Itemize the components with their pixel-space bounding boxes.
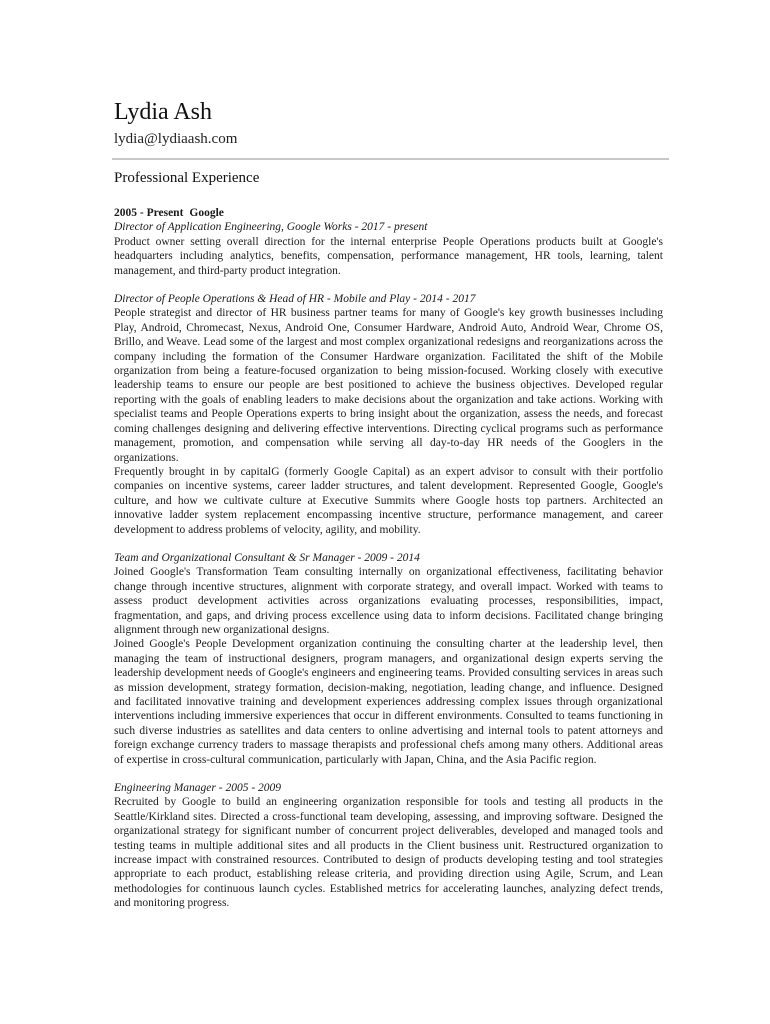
resume-page [114,98,663,911]
role-description: Recruited by Google to build an engineering organization responsible for tools and testing all products in the Seattle/Kirkland sites. Directed a cross-functional team developing, assessing, and improving software. Designed the organizational strategy for significant number of concurrent project deliverables, developed and managed tools and testing teams in multiple additional sites and all products in the Client business unit. Restructured organization to increase impact with constrained resources. Contributed to design of products developing testing and tool strategies appropriate to each product, establishing release criteria, and providing direction using Agile, Scrum, and Lean methodologies for continuous launch cycles. Established metrics for accelerating launches, analyzing defect trends, and monitoring progress. [114,796,663,910]
candidate-name: Lydia Ash [114,99,213,125]
role-description: Joined Google's People Development organization continuing the consulting charter at the leadership level, then managing the team of instructional designers, program managers, and organizational design experts serving the leadership development needs of Google's engineers and engineering teams. Provided consulting services in areas such as mission development, strategy formation, decision-making, negotiation, leading change, and influence. Designed and facilitated innovative training and development experiences addressing complex issues through organizational interventions including immersive experiences that occur in different environments. Consulted to teams functioning in such diverse industries as satellites and data centers to online advertising and internal tools to patent attorneys and foreign exchange currency traders to massage therapists and professional chefs among many others. Additional areas of expertise in cross-cultural communication, particularly with Japan, China, and the Asia Pacific region. [114,638,663,766]
role-title: Team and Organizational Consultant & Sr Manager - 2009 - 2014 [114,551,420,564]
role-title: Director of Application Engineering, Google Works - 2017 - present [114,221,428,234]
role-description: People strategist and director of HR business partner teams for many of Google's key growth businesses including Play, Android, Chromecast, Nexus, Android One, Consumer Hardware, Android Auto, Android Wear, Chrome OS, Brillo, and Weave. Lead some of the largest and most complex organizational redesigns and reorganizations across the company including the formation of the Consumer Hardware organization. Facilitated the shift of the Mobile organization from being a feature-focused organization to being mission-focused. Working closely with executive leadership teams to ensure our people are best positioned to achieve the business objectives. Developed regular reporting with the goals of enabling leaders to make decisions about the organization and take actions. Working with specialist teams and People Operations experts to bring insight about the organization, assess the needs, and forecast coming challenges designing and delivering effective interventions. Directing cyclical programs such as performance management, promotion, and compensation while serving all day-to-day HR needs of the Googlers in the organizations. [114,307,663,464]
role-title: Engineering Manager - 2005 - 2009 [114,782,282,795]
header-divider [112,158,669,160]
employment-years: 2005 - Present [114,207,184,219]
candidate-email: lydia@lydiaash.com [114,131,238,147]
role-description: Product owner setting overall direction for the internal enterprise People Operations products built at Google's headquarters including analytics, benefits, compensation, performance management, HR tools, learning, talent management, and third-party product integration. [114,235,663,277]
role-description: Frequently brought in by capitalG (formerly Google Capital) as an expert advisor to consult with their portfolio companies on incentive systems, career ladder structures, and talent development. Represented Google, Google's culture, and how we cultivate culture at Executive Summits where Google hosts top partners. Architected an innovative ladder system replacement encompassing incentive structure, performance management, and career development to address problems of velocity, agility, and mobility. [114,465,663,536]
section-title-experience: Professional Experience [114,170,260,186]
role-description: Joined Google's Transformation Team consulting internally on organizational effectiveness, facilitating behavior change through incentive structures, alignment with corporate strategy, and overall impact. Worked with teams to assess product development activities across organizations evaluating processes, responsibilities, impact, fragmentation, and gaps, and driving process excellence using data to inform decisions. Facilitated change bringing alignment through new organizational designs. [114,566,663,636]
employment-header [114,206,663,220]
employer-name: Google [189,207,224,219]
role-title: Director of People Operations & Head of HR - Mobile and Play - 2014 - 2017 [114,293,476,306]
